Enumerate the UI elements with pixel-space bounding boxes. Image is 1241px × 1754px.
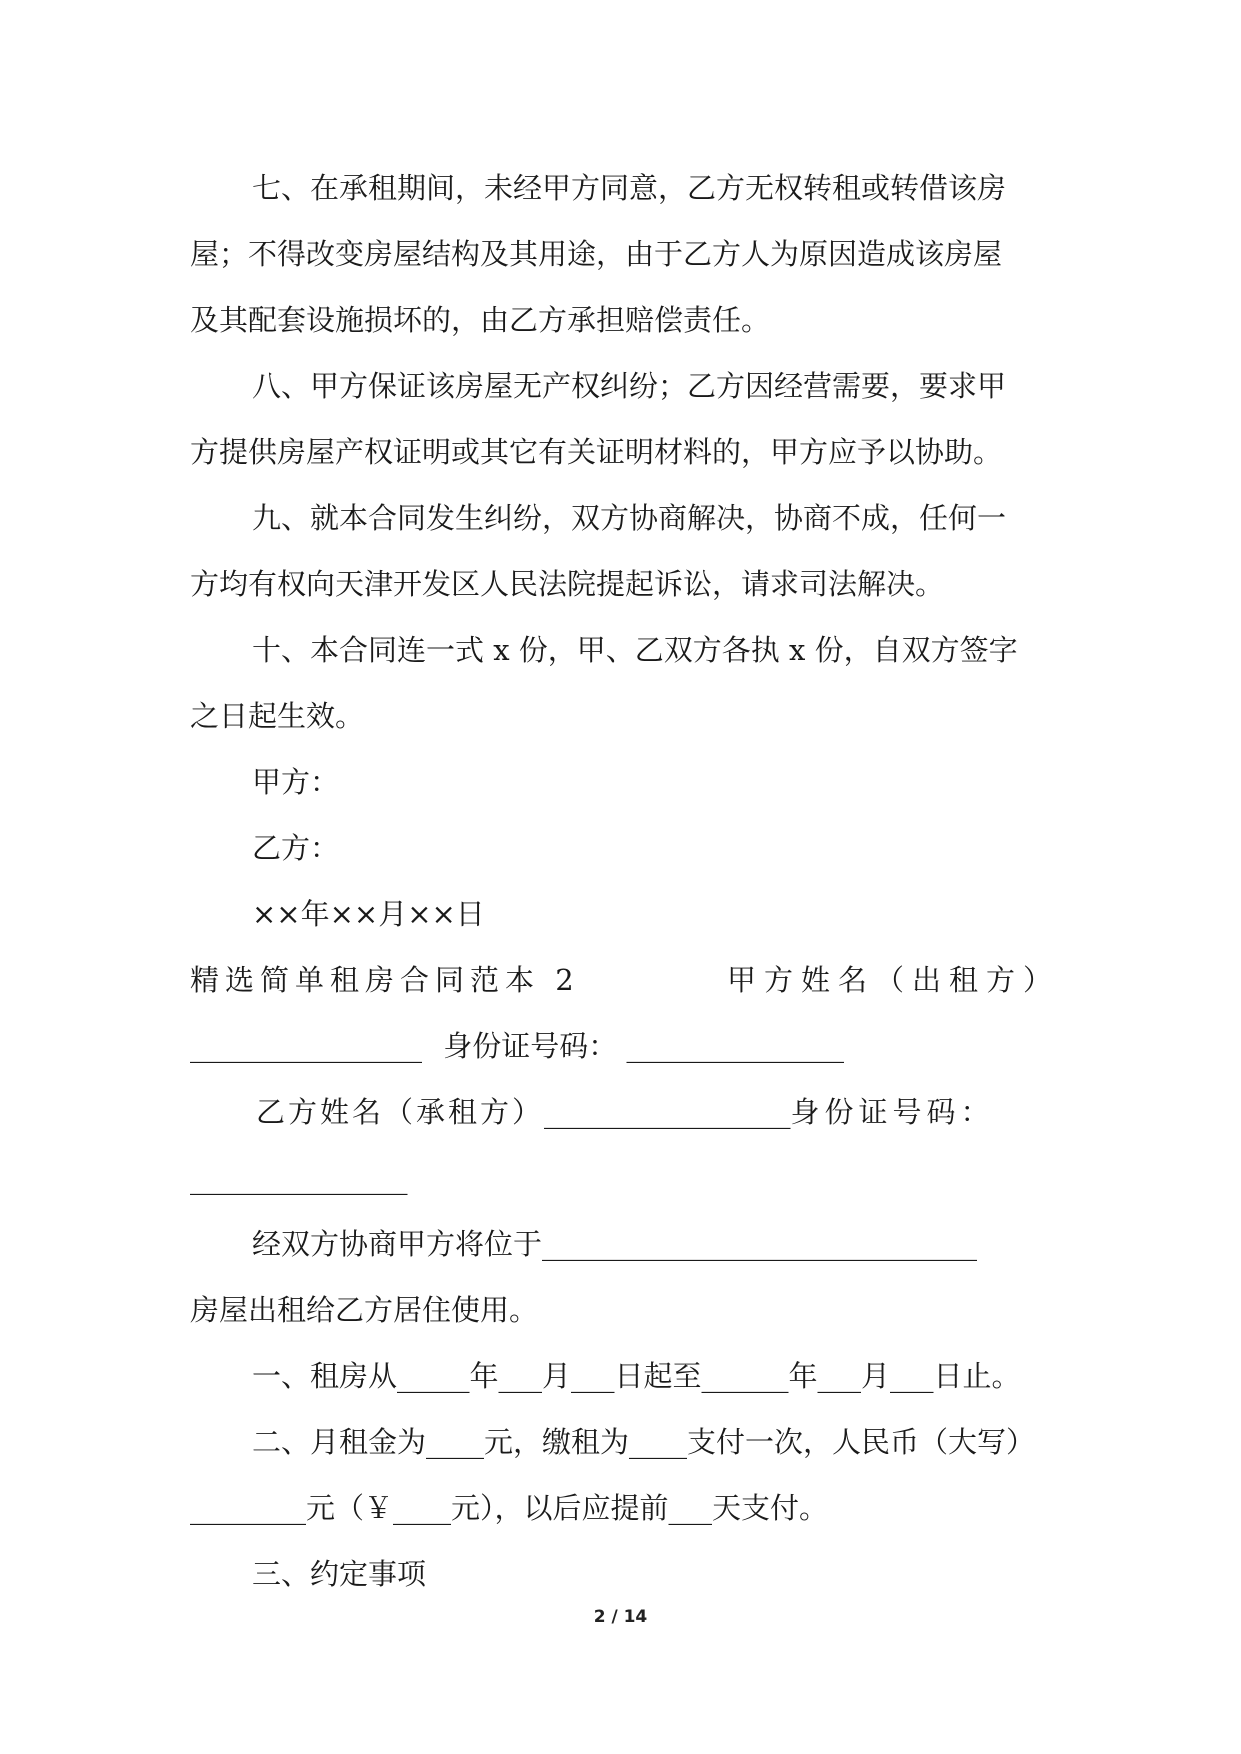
clause-10-line-2: 之日起生效。: [190, 699, 365, 733]
clause-2-rent-line-1: 二、月租金为____元，缴租为____支付一次，人民币（大写）: [252, 1425, 1036, 1459]
location-blank: ______________________________: [542, 1227, 978, 1261]
location-line: [190, 1211, 1060, 1277]
lessor-id-blank: _______________: [626, 1029, 844, 1063]
clause-9-line-1: 九、就本合同发生纠纷，双方协商解决，协商不成，任何一: [252, 501, 1007, 535]
lessor-name-blank: ________________: [190, 1029, 422, 1063]
clause-8-line-1: 八、甲方保证该房屋无产权纠纷；乙方因经营需要，要求甲: [252, 369, 1007, 403]
location-suffix: 房屋出租给乙方居住使用。: [190, 1293, 539, 1327]
clause-7-line-1: 七、在承租期间，未经甲方同意，乙方无权转租或转借该房: [252, 171, 1007, 205]
lessee-name-blank: _________________: [544, 1095, 791, 1129]
location-prefix: 经双方协商甲方将位于: [252, 1227, 543, 1261]
lessor-name-label: 甲方姓名（出租方）: [726, 963, 1060, 997]
lessee-info-line: [190, 1079, 1060, 1145]
clause-1-term: 一、租房从_____年___月___日起至______年___月___日止。: [252, 1359, 1021, 1393]
lessor-id-label: 身份证号码：: [443, 1029, 618, 1063]
page-number: 2 / 14: [593, 1607, 648, 1627]
lessee-name-label: 乙方姓名（承租方）: [256, 1095, 545, 1129]
party-b-signature: 乙方：: [252, 831, 340, 865]
clause-3-heading: 三、约定事项: [252, 1557, 427, 1591]
clause-8-line-2: 方提供房屋产权证明或其它有关证明材料的，甲方应予以协助。: [190, 435, 1003, 469]
lessor-info-line: [190, 1013, 1060, 1079]
lessee-id-blank-line: [190, 1145, 1060, 1211]
clause-7-line-3: 及其配套设施损坏的，由乙方承担赔偿责任。: [190, 303, 771, 337]
signing-date: ××年××月××日: [252, 897, 485, 931]
contract-2-title-line: [190, 947, 1060, 1013]
contract-2-title: 精选简单租房合同范本 2: [190, 963, 580, 997]
clause-10-line-1: 十、本合同连一式 x 份，甲、乙双方各执 x 份，自双方签字: [252, 633, 1018, 667]
lessee-id-label: 身份证号码：: [790, 1095, 995, 1129]
party-a-signature: 甲方：: [252, 765, 340, 799]
clause-9-line-2: 方均有权向天津开发区人民法院提起诉讼，请求司法解决。: [190, 567, 945, 601]
lessee-id-blank: _______________: [190, 1161, 408, 1195]
clause-2-rent-line-2: ________元（￥____元），以后应提前___天支付。: [190, 1491, 829, 1525]
clause-7-line-2: 屋；不得改变房屋结构及其用途，由于乙方人为原因造成该房屋: [190, 237, 1003, 271]
document-body: [190, 155, 1060, 1607]
